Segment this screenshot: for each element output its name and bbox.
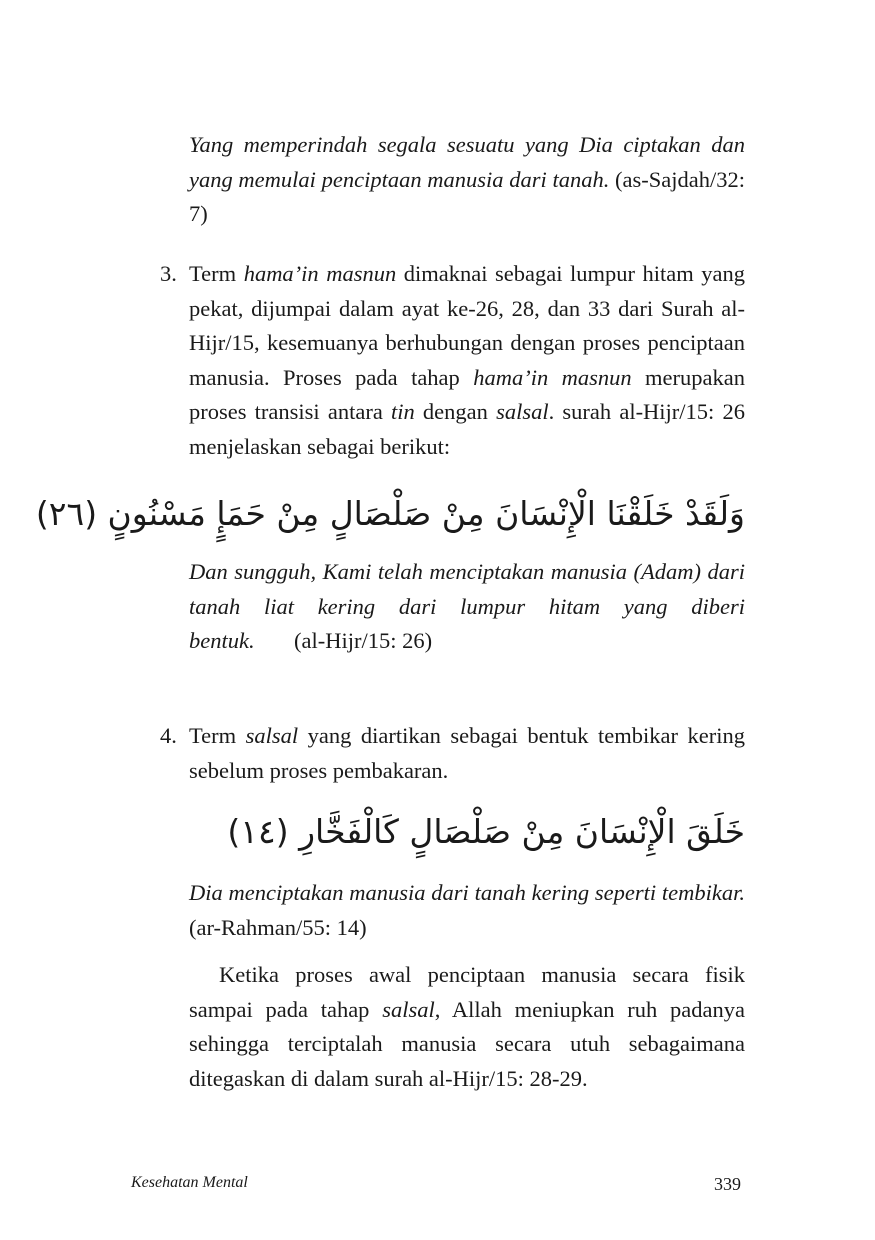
arabic-verse-rahman-14: خَلَقَ الْإِنْسَانَ مِنْ صَلْصَالٍ كَالْفَخَّارِ (١٤) [227, 812, 745, 851]
translation-text: Dan sungguh, Kami telah menciptakan manusia (Adam) dari tanah liat kering dari lumpur hitam yang diberi bentuk. [189, 559, 745, 653]
item-text: . surah al-Hijr/15: 26 menjelaskan sebagai berikut: [189, 399, 745, 459]
item-text: merupakan proses transisi antara [189, 364, 746, 424]
term-hamain-masnun: hama’in masnun [243, 261, 397, 286]
term-prefix: Term [189, 723, 246, 748]
list-number-3: 3. [160, 261, 177, 286]
running-footer-title: Kesehatan Mental [131, 1174, 248, 1191]
arabic-verse-hijr-26: وَلَقَدْ خَلَقْنَا الْإِنْسَانَ مِنْ صَلْصَالٍ مِنْ حَمَإٍ مَسْنُونٍ (٢٦) [35, 494, 745, 533]
term-prefix: Term [189, 261, 244, 286]
translation-text: Dia menciptakan manusia dari tanah kering seperti tembikar. [189, 880, 745, 905]
verse-reference: (as-Sajdah/32: 7) [189, 166, 745, 226]
term-salsal: salsal [382, 996, 435, 1022]
quote-translation-hijr [189, 555, 745, 659]
term-hamain-masnun-2: hama’in masnun [473, 364, 632, 390]
translation-text: Yang memperindah segala sesuatu yang Dia ciptakan dan yang memulai penciptaan manusia dari tanah. [189, 132, 745, 192]
item-text: dimaknai sebagai lumpur hitam yang pekat, dijumpai dalam ayat ke-26, 28, dan 33 dari Surah al-Hijr/15, kesemuanya berhubungan dengan proses penciptaan manusia. Proses pada tahap [189, 261, 746, 390]
closing-paragraph [189, 958, 745, 1096]
term-salsal: salsal [245, 723, 299, 748]
quote-translation-rahman [189, 876, 745, 945]
paragraph-text: Ketika proses awal penciptaan manusia secara fisik sampai pada tahap [189, 962, 745, 1022]
list-number-4: 4. [160, 723, 177, 748]
term-tin: tin [390, 399, 415, 424]
term-salsal: salsal [496, 399, 549, 424]
item-text: yang diartikan sebagai bentuk tembikar kering sebelum proses pembakaran. [189, 723, 745, 783]
item-text: dengan [414, 399, 497, 424]
paragraph-text: , Allah meniupkan ruh padanya sehingga terciptalah manusia secara utuh sebagaimana ditegaskan di dalam surah al-Hijr/15: 28-29. [189, 996, 745, 1091]
page-number: 339 [714, 1174, 741, 1194]
verse-reference: (al-Hijr/15: 26) [293, 628, 433, 653]
quote-translation-sajdah [189, 128, 745, 232]
list-item-3-text [189, 257, 745, 464]
verse-reference: (ar-Rahman/55: 14) [189, 914, 367, 940]
list-item-4-text [189, 719, 745, 788]
